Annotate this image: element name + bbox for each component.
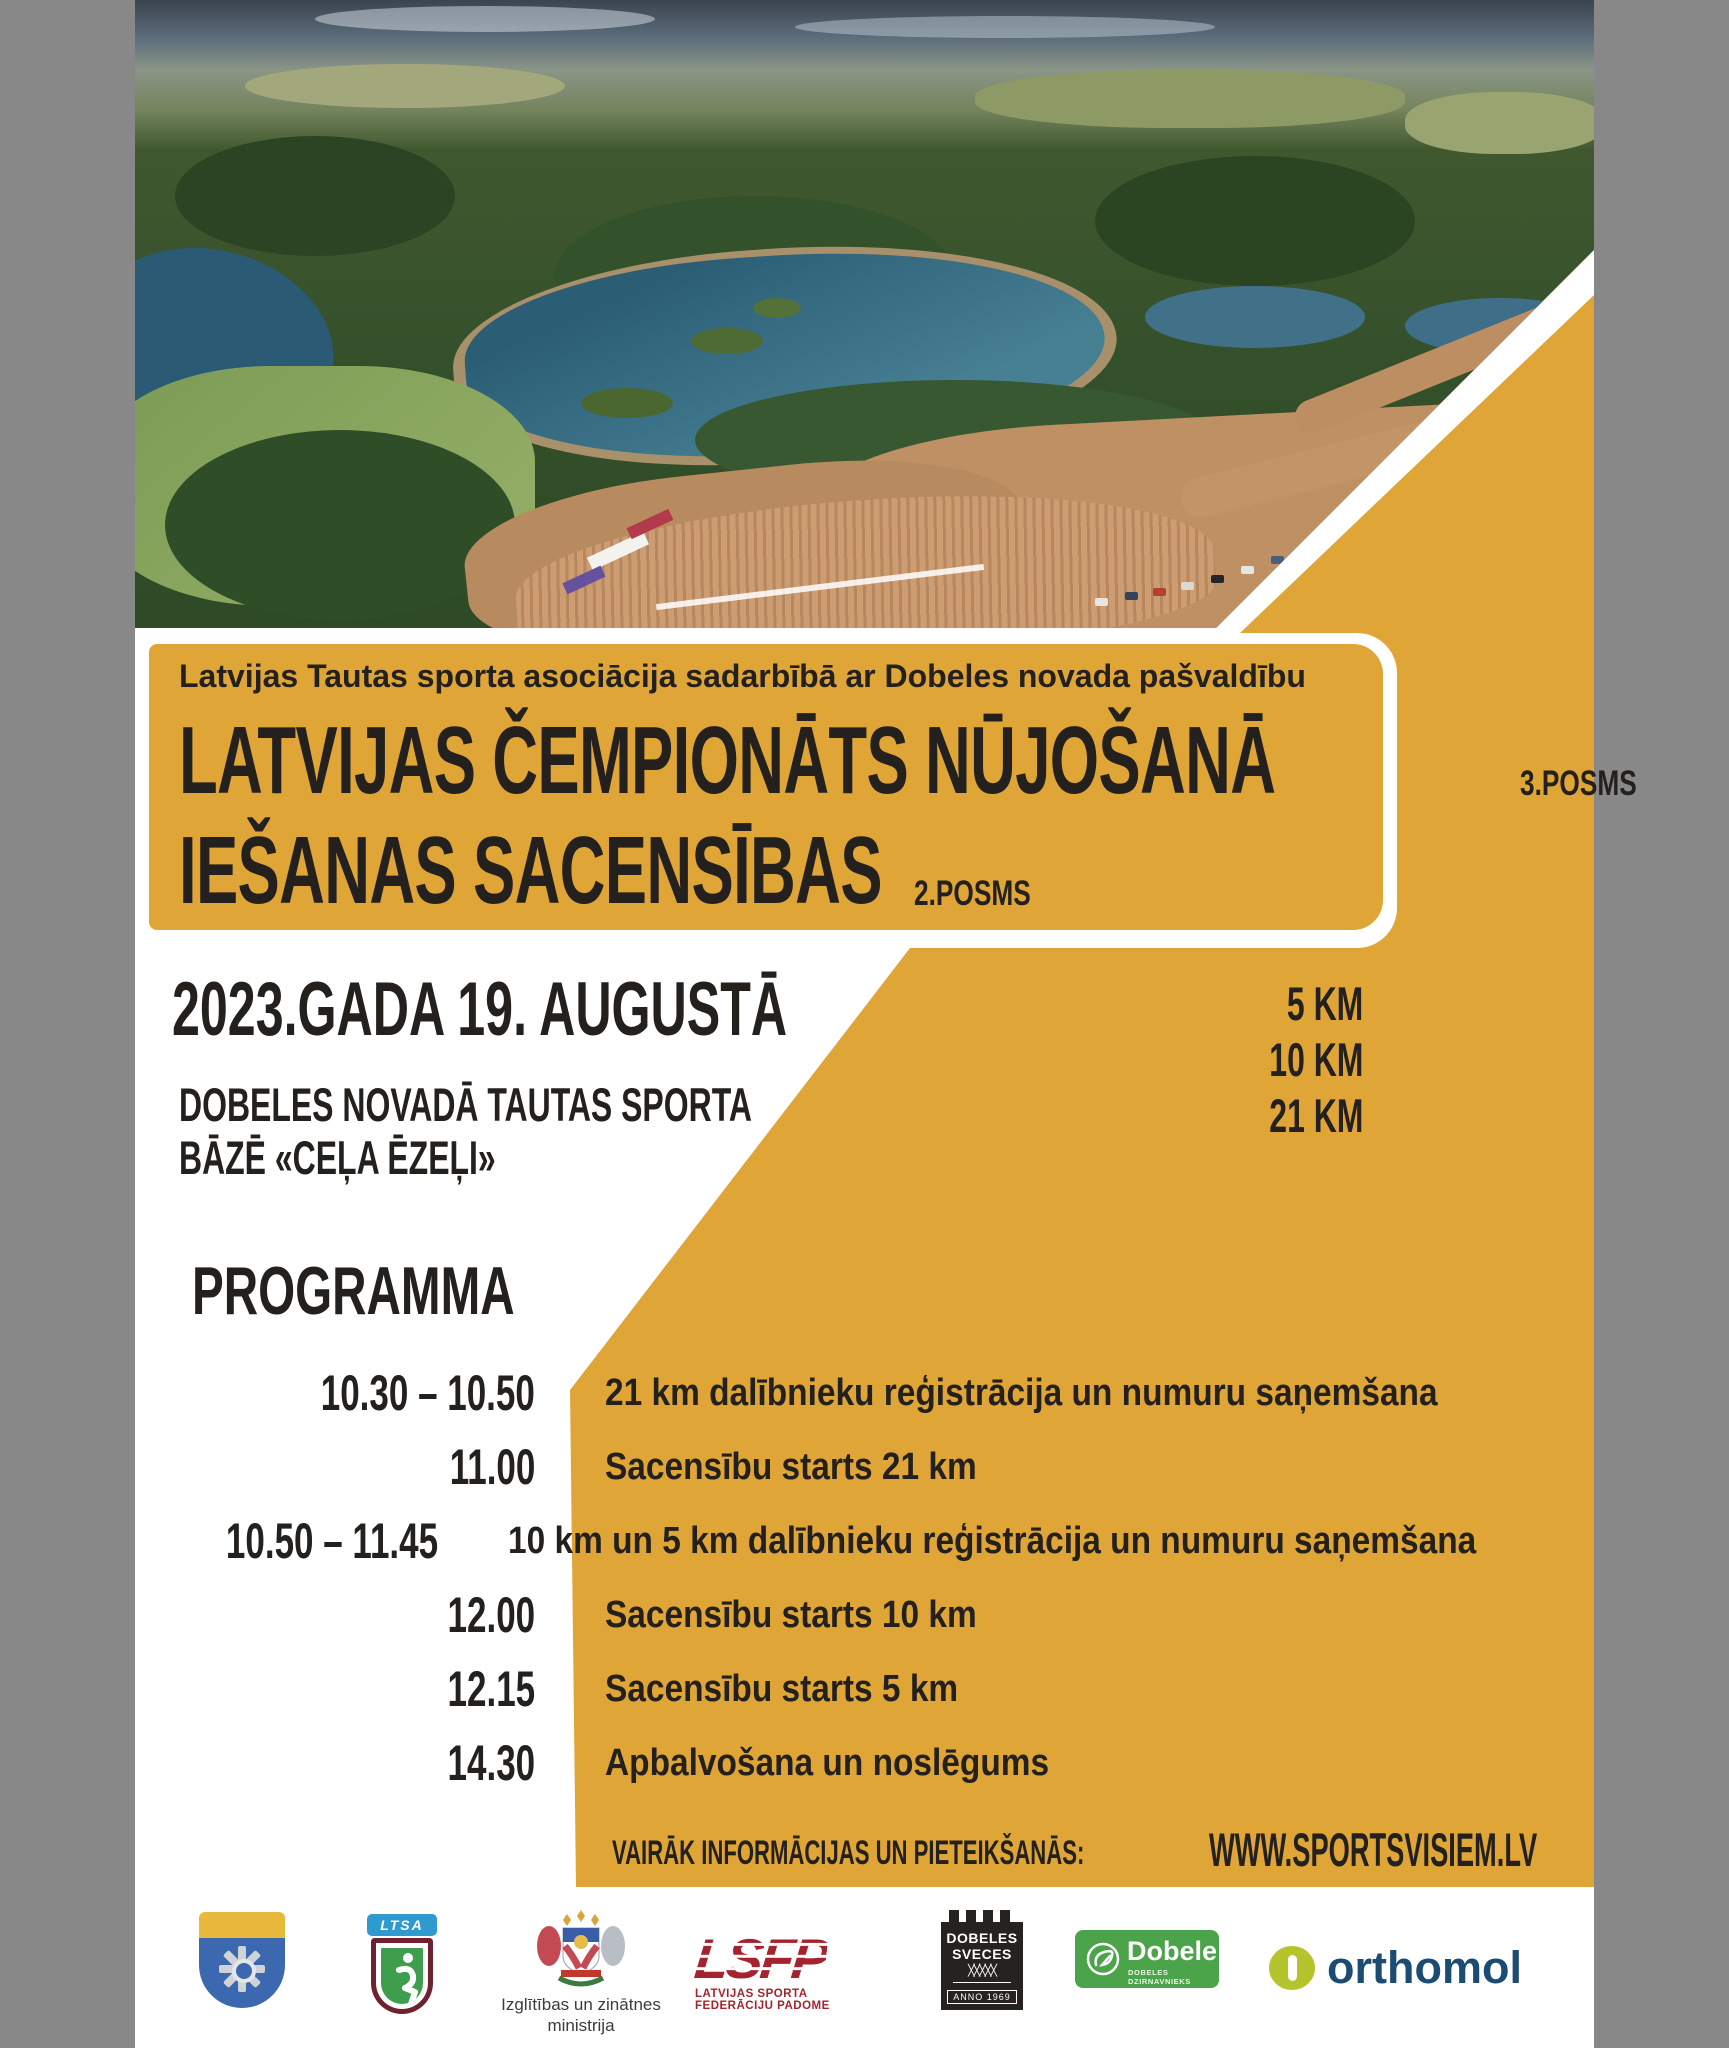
vehicle-dot (1385, 470, 1398, 478)
ministry-coat-of-arms-icon (531, 1908, 631, 1992)
photo-field (245, 64, 565, 108)
coat-of-arms-crown-icon (199, 1912, 285, 1938)
lsfp-logo (691, 1927, 885, 2012)
vehicle-dot (1211, 575, 1224, 583)
schedule-row (135, 1578, 1594, 1652)
schedule-row (135, 1504, 1594, 1578)
photo-cloud (795, 16, 1215, 38)
info-url: WWW.SPORTSVISIEM.LV (1208, 1823, 1537, 1876)
vehicle-dot (1125, 592, 1138, 600)
schedule-activity: Sacensību starts 10 km (605, 1593, 977, 1636)
schedule-row (135, 1652, 1594, 1726)
sveces-anno: ANNO 1969 (947, 1990, 1017, 2004)
event-title-line1: LATVIJAS ČEMPIONĀTS NŪJOŠANĀ (179, 707, 1276, 814)
schedule-activity: Apbalvošana un noslēgums (605, 1741, 1050, 1784)
schedule-time: 14.30 (447, 1735, 535, 1791)
dobeles-sveces-logo (941, 1910, 1023, 2010)
orthomol-wordmark: orthomol (1327, 1942, 1522, 1993)
schedule-time: 11.00 (449, 1439, 535, 1495)
lsfp-wordmark: LSFP (691, 1927, 830, 1990)
event-title-line1-stage: 3.POSMS (1520, 764, 1637, 803)
info-line (612, 1823, 1729, 1876)
photo-island (691, 328, 763, 354)
dobele-logo (1075, 1930, 1219, 1988)
schedule-time: 12.00 (447, 1587, 535, 1643)
title-card (138, 633, 1637, 948)
organizer-line: Latvijas Tautas sporta asociācija sadarbībā ar Dobeles novada pašvaldību (179, 658, 1306, 694)
schedule-activity: Sacensību starts 21 km (605, 1445, 977, 1488)
event-poster (135, 0, 1637, 2048)
schedule-time: 12.15 (447, 1661, 535, 1717)
vehicle-dot (1181, 582, 1194, 590)
photo-island (581, 388, 673, 418)
vehicle-dot (1153, 588, 1166, 596)
vehicle-dot (1303, 545, 1316, 553)
schedule-activity: 21 km dalībnieku reģistrācija un numuru saņemšana (605, 1371, 1438, 1414)
sveces-divider (953, 1982, 1011, 1983)
schedule-row (135, 1356, 1594, 1430)
photo-island (753, 298, 801, 318)
title-row-1 (179, 707, 1637, 814)
sveces-crenellation-icon (949, 1910, 1015, 1922)
ltsa-wordmark: LTSA (367, 1914, 437, 1936)
orthomol-icon (1269, 1946, 1315, 1990)
distance-list (1225, 976, 1363, 1144)
schedule-row (135, 1430, 1594, 1504)
dobele-leaf-icon (1085, 1941, 1121, 1977)
schedule-activity: 10 km un 5 km dalībnieku reģistrācija un numuru saņemšana (508, 1519, 1477, 1562)
schedule-time: 10.30 – 10.50 (320, 1365, 535, 1421)
photo-forest (1095, 156, 1415, 286)
photo-field (975, 70, 1405, 128)
vehicle-dot (1095, 598, 1108, 606)
title-card-inner (149, 644, 1637, 930)
photo-cloud (315, 6, 655, 32)
photo-forest (165, 430, 515, 620)
sveces-zigzag-icon: ╳╳╳╳╳ (967, 1965, 997, 1977)
venue-line2: BĀZĒ «CEĻA ĒZEĻI» (179, 1131, 496, 1184)
event-venue (179, 1078, 1022, 1184)
venue-line1: DOBELES NOVADĀ TAUTAS SPORTA (179, 1078, 752, 1131)
program-heading: PROGRAMMA (192, 1253, 515, 1329)
lsfp-tagline: LATVIJAS SPORTA FEDERĀCIJU PADOME (695, 1988, 830, 2012)
program-schedule (135, 1356, 1594, 1800)
photo-field (1405, 92, 1594, 154)
photo-forest (175, 136, 455, 256)
schedule-row (135, 1726, 1594, 1800)
distance-5km: 5 KM (1286, 977, 1363, 1030)
sveces-line1: DOBELES (946, 1930, 1018, 1946)
event-title-line2: IEŠANAS SACENSĪBAS (179, 817, 882, 924)
vehicle-dot (1241, 566, 1254, 574)
ltsa-runner-icon (381, 1948, 423, 2004)
dobele-subtitle: DOBELES DZIRNAVNIEKS (1128, 1968, 1191, 1986)
schedule-activity: Sacensību starts 5 km (605, 1667, 959, 1710)
orthomol-logo (1269, 1942, 1522, 1994)
ltsa-logo (365, 1914, 439, 2016)
event-title-line2-stage: 2.POSMS (913, 874, 1031, 913)
sveces-line2: SVECES (952, 1946, 1012, 1962)
coat-of-arms-emblem-icon (219, 1946, 265, 1992)
distance-21km: 21 KM (1268, 1089, 1363, 1142)
photo-pond (1145, 286, 1365, 348)
ltsa-shield-icon (371, 1938, 433, 2014)
vehicle-dot (1271, 556, 1284, 564)
distance-10km: 10 KM (1268, 1033, 1363, 1086)
ministry-caption: Izglītības un zinātnes ministrija (501, 1995, 661, 2035)
schedule-time: 10.50 – 11.45 (225, 1513, 439, 1569)
sveces-body (941, 1922, 1023, 2010)
dobele-wordmark: Dobele (1127, 1936, 1218, 1966)
event-date: 2023.GADA 19. AUGUSTĀ (172, 967, 788, 1052)
title-row-2 (179, 817, 1383, 924)
info-label: VAIRĀK INFORMĀCIJAS UN PIETEIKŠANĀS: (612, 1834, 1085, 1872)
dobele-coat-of-arms-logo (199, 1912, 285, 2008)
